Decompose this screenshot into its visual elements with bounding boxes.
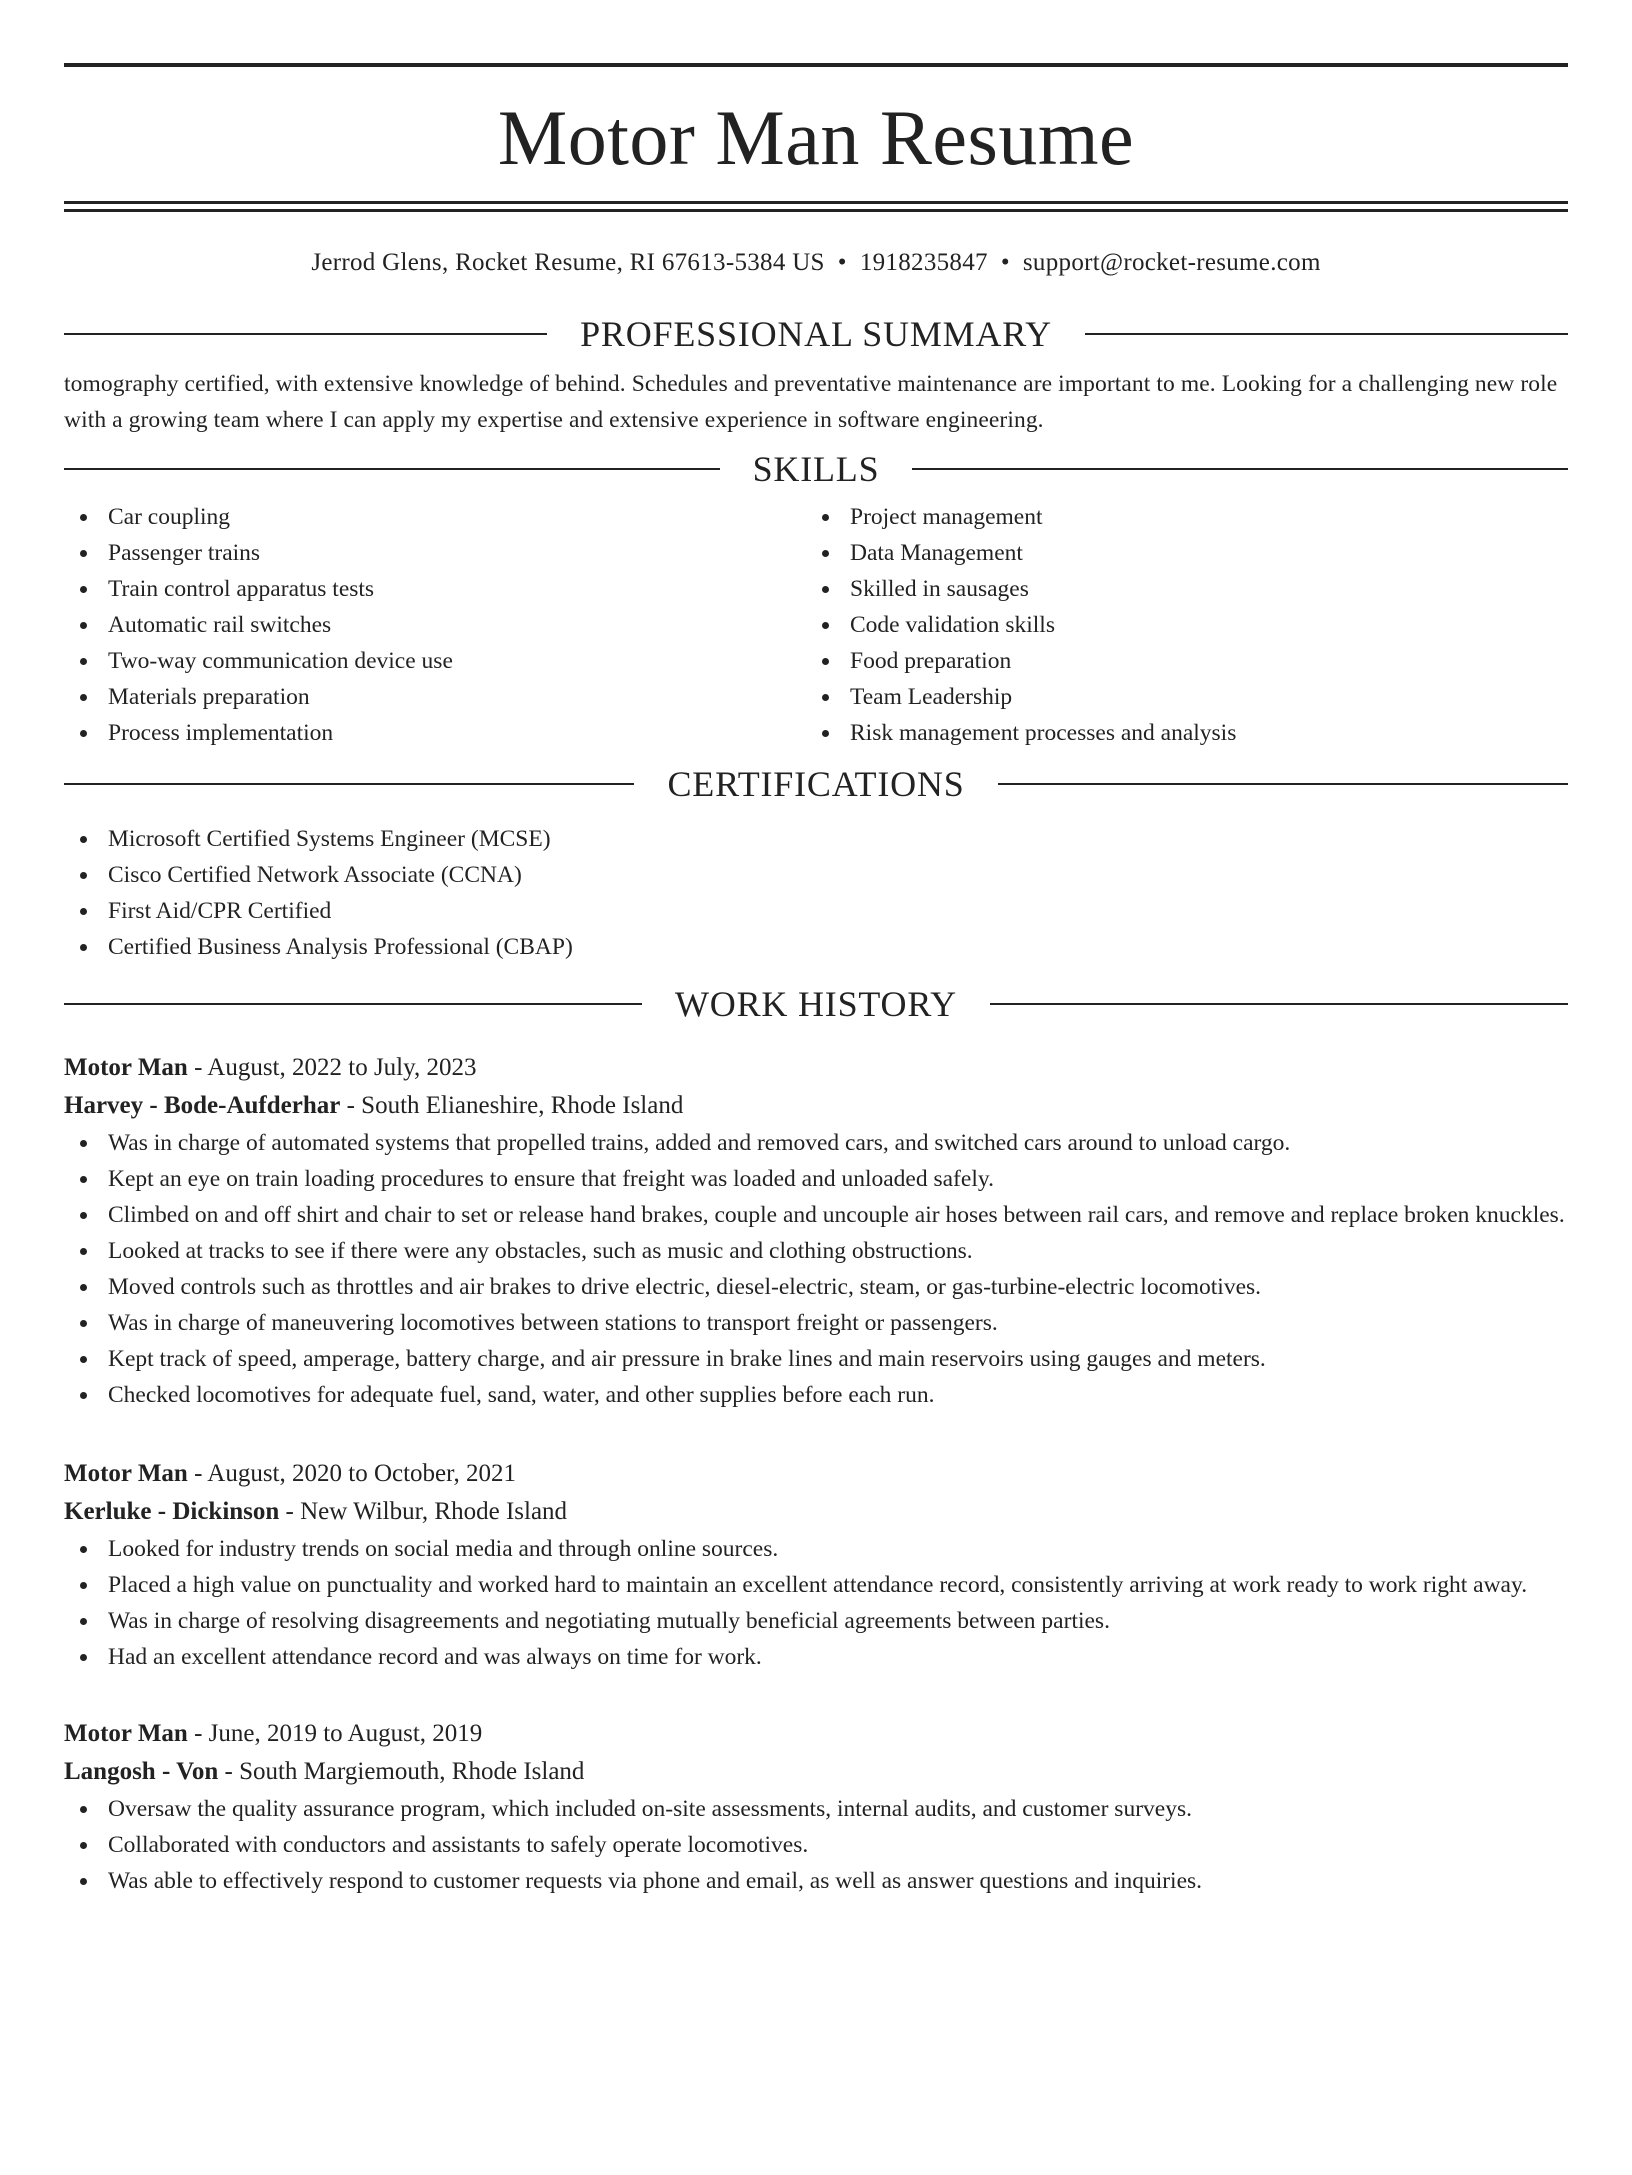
contact-separator: • [1000, 249, 1010, 276]
job-location: - South Elianeshire, Rhode Island [340, 1092, 684, 1119]
job-company-line [64, 1753, 1568, 1791]
list-item: Food preparation [806, 643, 1548, 679]
skills-list-left [64, 499, 806, 751]
certifications-list [64, 821, 1568, 965]
contact-address: Jerrod Glens, Rocket Resume, RI 67613-5384 US [311, 249, 825, 276]
skills-grid [64, 499, 1568, 751]
summary-text: tomography certified, with extensive knowledge of behind. Schedules and preventative maintenance are important to me. Looking for a challenging new role with a growing team where I can apply my expertise and extensive experience in software engineering. [64, 371, 1558, 433]
list-item: Two-way communication device use [64, 643, 806, 679]
resume-page [0, 63, 1632, 2175]
list-item: Project management [806, 499, 1548, 535]
list-item: Train control apparatus tests [64, 571, 806, 607]
list-item: Cisco Certified Network Associate (CCNA) [64, 857, 1568, 893]
job-title-line [64, 1455, 1568, 1493]
list-item: Team Leadership [806, 679, 1548, 715]
skills-heading: SKILLS [752, 449, 880, 489]
job-company: Harvey - Bode-Aufderhar [64, 1092, 341, 1119]
list-item: Data Management [806, 535, 1548, 571]
contact-email: support@rocket-resume.com [1022, 249, 1321, 276]
list-item: Had an excellent attendance record and was always on time for work. [64, 1639, 1568, 1675]
job-entry [64, 1049, 1568, 1413]
job-dates: - August, 2022 to July, 2023 [187, 1054, 477, 1081]
job-company-line [64, 1087, 1568, 1125]
skills-list-right [806, 499, 1548, 751]
list-item: Kept an eye on train loading procedures to ensure that freight was loaded and unloaded safely. [64, 1161, 1568, 1197]
job-entry [64, 1455, 1568, 1675]
summary-heading: PROFESSIONAL SUMMARY [580, 314, 1052, 354]
job-entry [64, 1715, 1568, 1899]
job-company: Langosh - Von [64, 1758, 219, 1785]
list-item: Looked at tracks to see if there were any obstacles, such as music and clothing obstructions. [64, 1233, 1568, 1269]
work-heading-row [64, 982, 1568, 1026]
certifications-heading-row [64, 762, 1568, 806]
list-item: Was in charge of maneuvering locomotives between stations to transport freight or passengers. [64, 1305, 1568, 1341]
list-item: Code validation skills [806, 607, 1548, 643]
list-item: First Aid/CPR Certified [64, 893, 1568, 929]
list-item: Automatic rail switches [64, 607, 806, 643]
list-item: Collaborated with conductors and assistants to safely operate locomotives. [64, 1827, 1568, 1863]
list-item: Was in charge of resolving disagreements and negotiating mutually beneficial agreements between parties. [64, 1603, 1568, 1639]
certifications-heading: CERTIFICATIONS [667, 764, 965, 804]
job-title-line [64, 1049, 1568, 1087]
skills-heading-row [64, 447, 1568, 491]
title-double-rule [64, 201, 1568, 212]
work-heading: WORK HISTORY [675, 984, 957, 1024]
list-item: Risk management processes and analysis [806, 715, 1548, 751]
job-title: Motor Man [64, 1720, 188, 1747]
list-item: Skilled in sausages [806, 571, 1548, 607]
list-item: Climbed on and off shirt and chair to set or release hand brakes, couple and uncouple air hoses between rail cars, and remove and replace broken knuckles. [64, 1197, 1568, 1233]
work-history [64, 1049, 1568, 1899]
job-dates: - June, 2019 to August, 2019 [187, 1720, 483, 1747]
job-title-line [64, 1715, 1568, 1753]
job-dates: - August, 2020 to October, 2021 [187, 1460, 516, 1487]
contact-separator: • [837, 249, 847, 276]
job-bullets [64, 1531, 1568, 1675]
contact-line [64, 248, 1568, 278]
list-item: Oversaw the quality assurance program, which included on-site assessments, internal audits, and customer surveys. [64, 1791, 1568, 1827]
job-company-line [64, 1493, 1568, 1531]
job-title: Motor Man [64, 1054, 188, 1081]
job-location: - New Wilbur, Rhode Island [279, 1498, 568, 1525]
list-item: Moved controls such as throttles and air brakes to drive electric, diesel-electric, steam, or gas-turbine-electric locomotives. [64, 1269, 1568, 1305]
list-item: Placed a high value on punctuality and worked hard to maintain an excellent attendance record, consistently arriving at work ready to work right away. [64, 1567, 1568, 1603]
list-item: Certified Business Analysis Professional (CBAP) [64, 929, 1568, 965]
list-item: Checked locomotives for adequate fuel, sand, water, and other supplies before each run. [64, 1377, 1568, 1413]
list-item: Passenger trains [64, 535, 806, 571]
list-item: Microsoft Certified Systems Engineer (MCSE) [64, 821, 1568, 857]
job-title: Motor Man [64, 1460, 188, 1487]
contact-phone: 1918235847 [859, 249, 988, 276]
summary-heading-row [64, 312, 1568, 356]
job-company: Kerluke - Dickinson [64, 1498, 280, 1525]
job-location: - South Margiemouth, Rhode Island [218, 1758, 585, 1785]
list-item: Looked for industry trends on social media and through online sources. [64, 1531, 1568, 1567]
job-bullets [64, 1791, 1568, 1899]
job-bullets [64, 1125, 1568, 1413]
list-item: Materials preparation [64, 679, 806, 715]
list-item: Kept track of speed, amperage, battery charge, and air pressure in brake lines and main reservoirs using gauges and meters. [64, 1341, 1568, 1377]
list-item: Was able to effectively respond to customer requests via phone and email, as well as answer questions and inquiries. [64, 1863, 1568, 1899]
list-item: Car coupling [64, 499, 806, 535]
list-item: Was in charge of automated systems that propelled trains, added and removed cars, and switched cars around to unload cargo. [64, 1125, 1568, 1161]
list-item: Process implementation [64, 715, 806, 751]
page-title: Motor Man Resume [497, 94, 1135, 181]
